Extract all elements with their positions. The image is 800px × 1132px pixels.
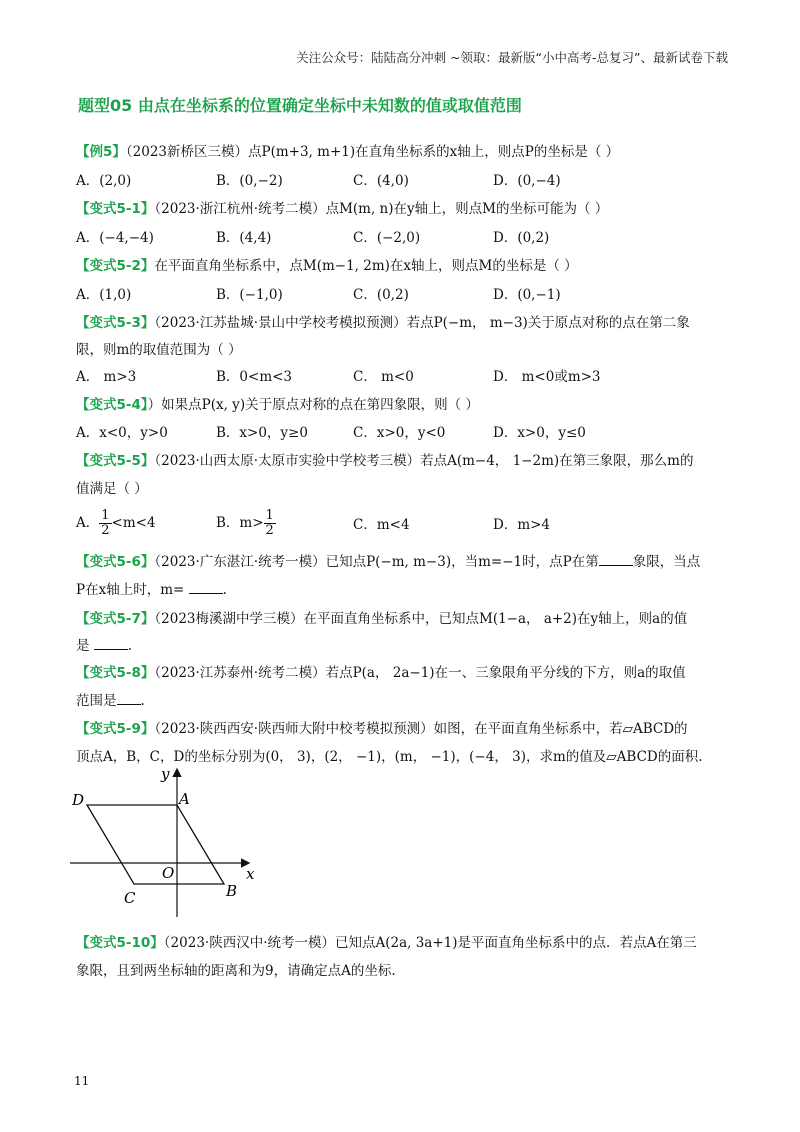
v55-line-2: 值满足（ ）: [76, 481, 148, 497]
v55-option-c: C．m<4: [353, 517, 410, 533]
v58-line-1: 【变式5-8】（2023·江苏泰州·统考二模）若点P(a， 2a−1)在一、三象限角平分线的下方，则a的取值: [76, 665, 686, 681]
v52-option-b: B．(−1,0): [216, 287, 283, 303]
v55-text-1: （2023·山西太原·太原市实验中学校考三模）若点A(m−4， 1−2m)在第三象限，那么m的: [154, 453, 694, 469]
v58-line-2: 范围是 .: [76, 693, 145, 709]
v53-line-1: [76, 313, 690, 333]
v52-line: [76, 256, 578, 276]
answer-blank[interactable]: [94, 637, 128, 650]
x-axis-label: x: [246, 865, 255, 883]
origin-label: O: [162, 864, 175, 882]
v55-line-1: [76, 451, 693, 471]
v51-option-c: C．(−2,0): [353, 230, 421, 246]
fraction-one-half: $\frac{1}{2}$: [265, 508, 274, 538]
v53-tag: 【变式5-3】: [76, 315, 155, 331]
v52-option-d: D．(0,−1): [493, 287, 561, 303]
v56-tag: 【变式5-6】: [76, 554, 155, 570]
v55-option-b: B．m> $\frac{1}{2}$: [216, 508, 274, 538]
v54-line: [76, 395, 479, 415]
ex5-option-d: D．(0,−4): [493, 173, 561, 189]
point-b-label: B: [226, 882, 238, 900]
v52-tag: 【变式5-2】: [76, 258, 155, 274]
v52-text: 在平面直角坐标系中，点M(m−1, 2m)在x轴上，则点M的坐标是（ ）: [154, 258, 578, 274]
v59-line-1: 【变式5-9】（2023·陕西西安·陕西师大附中校考模拟预测）如图，在平面直角坐标系中，若▱ABCD的: [76, 721, 688, 737]
parallelogram-abcd: [87, 805, 224, 884]
v510-tag: 【变式5-10】: [76, 935, 164, 951]
v56-line-2: P在x轴上时，m= .: [76, 582, 227, 598]
v55-option-a: A． $\frac{1}{2}$ <m<4: [76, 508, 156, 538]
v51-option-a: A．(−4,−4): [76, 230, 154, 246]
point-c-label: C: [124, 889, 136, 907]
v55-tag: 【变式5-5】: [76, 453, 155, 469]
v51-option-d: D．(0,2): [493, 230, 550, 246]
answer-blank[interactable]: [117, 692, 141, 705]
answer-blank[interactable]: [189, 581, 223, 594]
fraction-one-half: $\frac{1}{2}$: [101, 508, 110, 538]
ex5-option-a: A．(2,0): [76, 173, 132, 189]
y-axis-label: y: [161, 765, 170, 783]
v51-text: （2023·浙江杭州·统考二模）点M(m, n)在y轴上，则点M的坐标可能为（ ）: [154, 201, 609, 217]
v59-line-2: 顶点A，B，C，D的坐标分别为(0， 3)，(2， −1)，(m， −1)，(−4， 3)，求m的值及▱ABCD的面积.: [76, 749, 703, 765]
ex5-tag: 【例5】: [76, 144, 126, 160]
v57-line-2: 是 .: [76, 638, 133, 654]
v51-tag: 【变式5-1】: [76, 201, 155, 217]
ex5-option-c: C．(4,0): [353, 173, 409, 189]
v510-line-2: 象限，且到两坐标轴的距离和为9，请确定点A的坐标.: [76, 963, 396, 979]
v54-option-a: A．x<0，y>0: [76, 425, 168, 441]
v52-option-a: A．(1,0): [76, 287, 132, 303]
parallelogram-figure: [64, 762, 264, 922]
v52-option-c: C．(0,2): [353, 287, 409, 303]
v57-line-1: 【变式5-7】（2023梅溪湖中学三模）在平面直角坐标系中，已知点M(1−a， a+2)在y轴上，则a的值: [76, 611, 688, 627]
ex5-text: （2023新桥区三模）点P(m+3, m+1)在直角坐标系的x轴上，则点P的坐标是（ ）: [125, 144, 620, 160]
v51-line: [76, 199, 608, 219]
ex5-line: [76, 142, 619, 162]
v54-option-c: C．x>0，y<0: [353, 425, 446, 441]
point-d-label: D: [72, 791, 85, 809]
v53-option-d: D． m<0或m>3: [493, 369, 601, 385]
v54-option-d: D．x>0，y≤0: [493, 425, 586, 441]
v55-option-d: D．m>4: [493, 517, 551, 533]
v53-option-b: B．0<m<3: [216, 369, 293, 385]
v54-text: ）如果点P(x, y)关于原点对称的点在第四象限，则（ ）: [147, 397, 479, 413]
v53-option-a: A． m>3: [76, 369, 137, 385]
v56-line-1: 【变式5-6】（2023·广东湛江·统考一模）已知点P(−m, m−3)，当m=−1时，点P在第 象限，当点: [76, 554, 701, 570]
v53-option-c: C． m<0: [353, 369, 414, 385]
v510-line-1: 【变式5-10】（2023·陕西汉中·统考一模）已知点A(2a, 3a+1)是平面直角坐标系中的点．若点A在第三: [76, 935, 697, 951]
v57-tag: 【变式5-7】: [76, 611, 155, 627]
answer-blank[interactable]: [599, 553, 633, 566]
v53-text-1: （2023·江苏盐城·景山中学校考模拟预测）若点P(−m， m−3)关于原点对称的点在第二象: [154, 315, 690, 331]
v54-tag: 【变式5-4】: [76, 397, 148, 413]
v53-line-2: 限，则m的取值范围为（ ）: [76, 342, 242, 358]
ex5-option-b: B．(0,−2): [216, 173, 283, 189]
section-title: 题型05 由点在坐标系的位置确定坐标中未知数的值或取值范围: [78, 96, 522, 115]
v51-option-b: B．(4,4): [216, 230, 272, 246]
header-note: 关注公众号：陆陆高分冲刺 ~领取：最新版“小中高考-总复习”、最新试卷下载: [296, 50, 728, 65]
page-number: 11: [74, 1074, 90, 1088]
point-a-label: A: [179, 790, 190, 808]
v59-tag: 【变式5-9】: [76, 721, 155, 737]
v58-tag: 【变式5-8】: [76, 665, 155, 681]
v54-option-b: B．x>0，y≥0: [216, 425, 308, 441]
